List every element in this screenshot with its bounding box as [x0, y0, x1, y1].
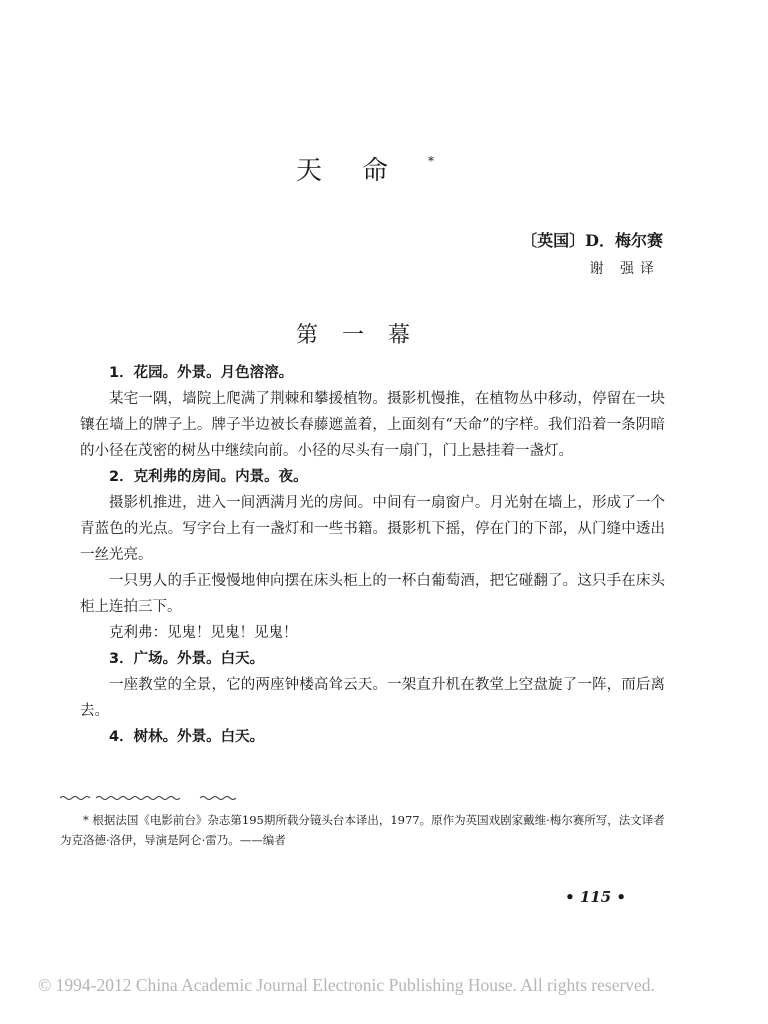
- scene-heading: 4．树林。外景。白天。: [109, 729, 265, 745]
- paragraph: 某宅一隅，墙院上爬满了荆棘和攀援植物。摄影机慢推，在植物丛中移动，停留在一块镶在墙上的牌子上。牌子半边被长春藤遮盖着，上面刻有“天命”的字样。我们沿着一条阴暗的小径在茂密的树丛中继续向前。小径的尽头有一扇门，门上悬挂着一盏灯。: [80, 391, 665, 459]
- paragraph: 摄影机推进，进入一间洒满月光的房间。中间有一扇窗户。月光射在墙上，形成了一个青蓝色的光点。写字台上有一盏灯和一些书籍。摄影机下摇，停在门的下部，从门缝中透出一丝光亮。: [80, 495, 665, 563]
- act-heading: 第一幕: [295, 323, 434, 348]
- title-text: 天命: [295, 156, 428, 186]
- translator-line: 谢 强译: [589, 261, 660, 277]
- copyright-notice: © 1994-2012 China Academic Journal Electronic Publishing House. All rights reserved.: [38, 975, 655, 995]
- dialogue-line: 克利弗：见鬼！见鬼！见鬼！: [109, 625, 298, 641]
- footnote-divider: [60, 795, 240, 801]
- footnote: * 根据法国《电影前台》杂志第195期所载分镜头台本译出，1977。原作为英国戏剧家戴维·梅尔赛所写，法文译者为克洛德·洛伊，导演是阿仑·雷乃。——编者: [60, 813, 665, 847]
- paragraph: 一座教堂的全景，它的两座钟楼高耸云天。一架直升机在教堂上空盘旋了一阵，而后离去。: [80, 677, 665, 719]
- scene-heading: 1．花园。外景。月色溶溶。: [109, 365, 294, 381]
- page-number: • 115 •: [565, 888, 626, 906]
- body-text: [80, 360, 665, 750]
- scene-heading: 2．克利弗的房间。内景。夜。: [109, 469, 308, 485]
- title-footnote-mark: *: [428, 154, 434, 169]
- scene-heading: 3．广场。外景。白天。: [109, 651, 265, 667]
- author-line: 〔英国〕D．梅尔赛: [521, 231, 663, 250]
- article-title: [0, 150, 730, 187]
- paragraph: 一只男人的手正慢慢地伸向摆在床头柜上的一杯白葡萄酒，把它碰翻了。这只手在床头柜上连拍三下。: [80, 573, 665, 615]
